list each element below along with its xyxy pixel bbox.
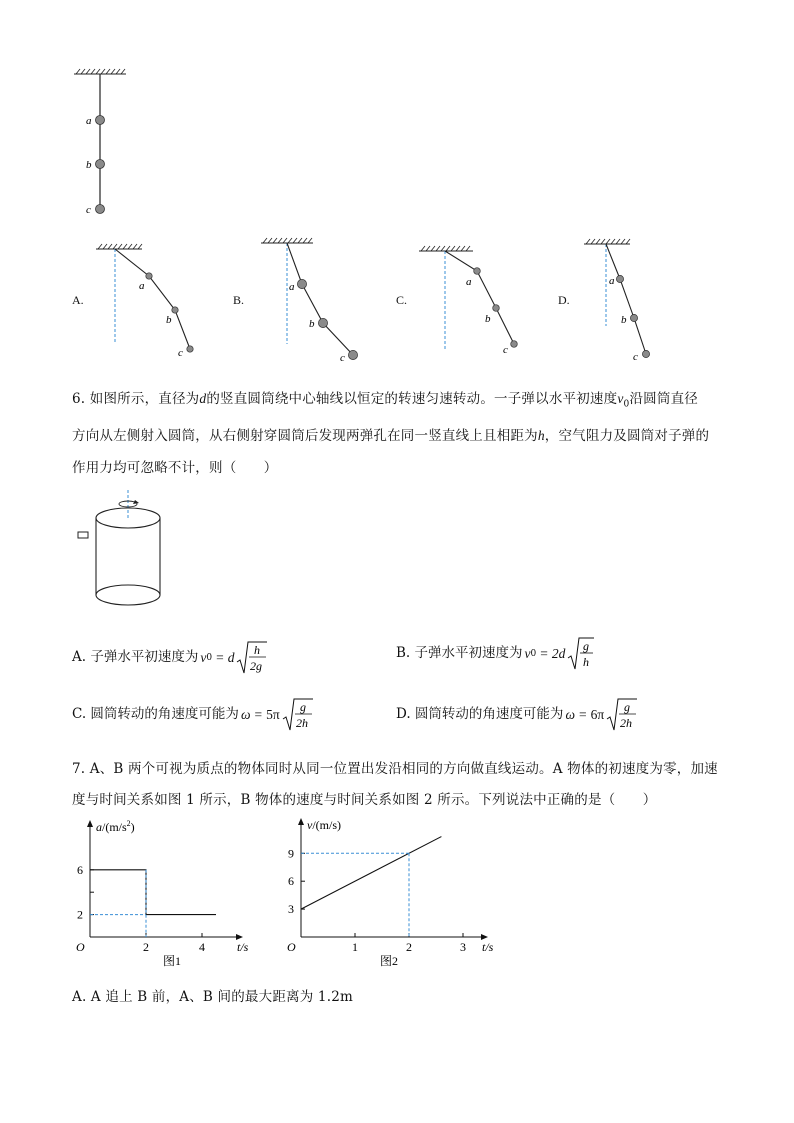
x-tick-label: 4 (199, 940, 205, 954)
svg-text:2h: 2h (620, 716, 633, 730)
y-tick-label: 6 (288, 874, 294, 889)
svg-text:g: g (624, 700, 631, 714)
option-a-figure (90, 238, 200, 363)
q6-option-a[interactable]: A. 子弹水平初速度为 v 0 = d h 2g (72, 640, 268, 676)
svg-text:b: b (309, 318, 315, 330)
q6-option-b[interactable]: B. 子弹水平初速度为 v 0 = 2d g h (396, 636, 595, 672)
acceleration-time-chart (68, 815, 258, 970)
svg-text:a: a (609, 275, 615, 287)
svg-text:a: a (466, 276, 472, 288)
ceiling-hatch (74, 69, 126, 74)
q6-line-3: 作用力均可忽略不计，则（ ） (72, 460, 278, 476)
series-line (301, 837, 441, 910)
hanging-chain-figure (60, 68, 140, 228)
y-tick-label: 9 (288, 846, 294, 861)
x-axis-label: t/s (237, 940, 249, 954)
q6-line-1: 6. 如图所示，直径为d的竖直圆筒绕中心轴线以恒定的转速匀速转动。一子弹以水平初速度$v_0$沿圆筒直径 (72, 391, 698, 410)
label-b: b (86, 159, 92, 171)
y-axis-label: $a/(m/s^2)$ (96, 819, 135, 834)
origin-label: O (76, 940, 85, 954)
svg-text:b: b (621, 314, 627, 326)
q7-line-2: 度与时间关系如图 1 所示，B 物体的速度与时间关系如图 2 所示。下列说法中正确的是（ ） (72, 792, 657, 808)
rotating-cylinder-figure (72, 488, 172, 610)
x-tick-label: 2 (143, 940, 149, 954)
svg-text:c: c (178, 347, 183, 359)
y-axis-label: v/(m/s) (307, 818, 341, 832)
x-tick-label: 2 (406, 940, 412, 954)
ball-a (96, 116, 105, 125)
svg-text:2h: 2h (295, 716, 308, 730)
label-a: a (86, 115, 92, 127)
q6-option-d[interactable]: D. 圆筒转动的角速度可能为 ω = 6π g 2h (396, 697, 638, 733)
ball-b (96, 160, 105, 169)
svg-text:g: g (299, 700, 306, 714)
velocity-time-chart (283, 815, 503, 970)
option-c-figure (415, 240, 525, 360)
rotation-arrow-icon (119, 500, 139, 507)
q7-option-a[interactable]: A. A 追上 B 前，A、B 间的最大距离为 1.2m (72, 989, 353, 1005)
q7-line-1: 7. A、B 两个可视为质点的物体同时从同一位置出发沿相同的方向做直线运动。A 物体的初速度为零，加速 (72, 761, 718, 777)
ball-c (96, 205, 105, 214)
option-a-letter[interactable]: A. (72, 293, 84, 307)
svg-text:b: b (485, 313, 491, 325)
svg-text:c: c (340, 352, 345, 364)
svg-text:g: g (583, 639, 590, 653)
label-c: c (86, 204, 91, 216)
option-d-figure (580, 233, 670, 363)
origin-label: O (287, 940, 296, 954)
x-axis-label: t/s (482, 940, 494, 954)
x-tick-label: 3 (460, 940, 466, 954)
option-b-letter[interactable]: B. (233, 293, 245, 307)
svg-text:c: c (633, 351, 638, 363)
y-axis-arrow (298, 818, 304, 825)
svg-text:h: h (254, 643, 261, 657)
y-tick-label: 6 (77, 862, 83, 877)
svg-text:a: a (139, 280, 145, 292)
svg-text:a: a (289, 281, 295, 293)
y-axis-arrow (87, 820, 93, 827)
x-tick-label: 1 (352, 940, 358, 954)
chart-title: 图1 (163, 954, 182, 968)
q6-option-c[interactable]: C. 圆筒转动的角速度可能为 ω = 5π g 2h (72, 697, 314, 733)
svg-text:h: h (583, 655, 590, 669)
svg-text:c: c (503, 344, 508, 356)
option-b-figure (255, 232, 370, 365)
option-d-letter[interactable]: D. (558, 293, 570, 307)
bullet (78, 532, 88, 538)
svg-text:2g: 2g (250, 659, 263, 673)
series-line (90, 870, 216, 915)
svg-text:b: b (166, 314, 172, 326)
chart-title: 图2 (380, 954, 399, 968)
y-tick-label: 3 (288, 902, 294, 917)
q6-line-2: 方向从左侧射入圆筒，从右侧射穿圆筒后发现两弹孔在同一竖直线上且相距为h，空气阻力及圆筒对子弹的 (72, 428, 710, 444)
option-c-letter[interactable]: C. (396, 293, 408, 307)
y-tick-label: 2 (77, 907, 83, 922)
